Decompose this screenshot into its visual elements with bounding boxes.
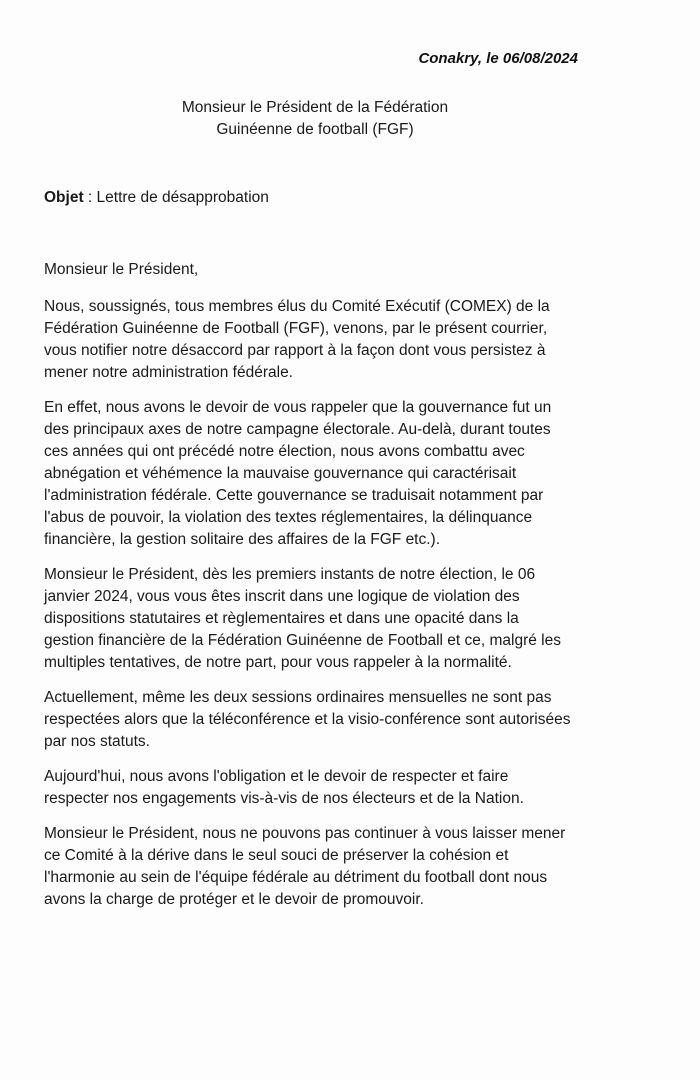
recipient-line: Monsieur le Président de la Fédération xyxy=(181,99,449,116)
paragraph-line: des principaux axes de notre campagne électorale. Au-delà, durant toutes xyxy=(44,421,551,438)
date-line: Conakry, le 06/08/2024 xyxy=(418,50,578,67)
body-paragraph xyxy=(44,564,644,674)
paragraph-line: respectées alors que la téléconférence et la visio-conférence sont autorisées xyxy=(44,711,571,728)
recipient-block xyxy=(0,97,630,141)
subject-text: Lettre de désapprobation xyxy=(96,189,269,206)
paragraph-line: avons la charge de protéger et le devoir de promouvoir. xyxy=(44,891,424,908)
paragraph-line: multiples tentatives, de notre part, pour vous rappeler à la normalité. xyxy=(44,654,512,671)
letter-body xyxy=(44,296,644,924)
body-paragraph xyxy=(44,687,644,753)
paragraph-line: ces années qui ont précédé notre élection, nous avons combattu avec xyxy=(44,443,525,460)
body-paragraph xyxy=(44,296,644,384)
paragraph-line: par nos statuts. xyxy=(44,733,150,750)
paragraph-line: Monsieur le Président, dès les premiers instants de notre élection, le 06 xyxy=(44,566,536,583)
salutation: Monsieur le Président, xyxy=(44,261,199,278)
body-paragraph xyxy=(44,397,644,551)
paragraph-line: ce Comité à la dérive dans le seul souci de préserver la cohésion et xyxy=(44,847,509,864)
paragraph-line: En effet, nous avons le devoir de vous rappeler que la gouvernance fut un xyxy=(44,399,552,416)
paragraph-line: abnégation et véhémence la mauvaise gouvernance qui caractérisait xyxy=(44,465,517,482)
paragraph-line: dispositions statutaires et règlementaires et dans une opacité dans la xyxy=(44,610,519,627)
paragraph-line: gestion financière de la Fédération Guinéenne de Football et ce, malgré les xyxy=(44,632,561,649)
paragraph-line: financière, la gestion solitaire des affaires de la FGF etc.). xyxy=(44,531,441,548)
paragraph-line: janvier 2024, vous vous êtes inscrit dans une logique de violation des xyxy=(44,588,520,605)
body-paragraph xyxy=(44,766,644,810)
recipient-line: Guinéenne de football (FGF) xyxy=(216,121,414,138)
body-paragraph xyxy=(44,823,644,911)
paragraph-line: Actuellement, même les deux sessions ordinaires mensuelles ne sont pas xyxy=(44,689,552,706)
paragraph-line: l'administration fédérale. Cette gouvernance se traduisait notamment par xyxy=(44,487,544,504)
paragraph-line: l'abus de pouvoir, la violation des textes réglementaires, la délinquance xyxy=(44,509,533,526)
subject-label: Objet xyxy=(44,189,84,206)
subject-separator: : xyxy=(83,189,97,206)
subject-line xyxy=(44,189,269,207)
paragraph-line: vous notifier notre désaccord par rapport à la façon dont vous persistez à xyxy=(44,342,546,359)
paragraph-line: respecter nos engagements vis-à-vis de nos électeurs et de la Nation. xyxy=(44,790,524,807)
paragraph-line: Aujourd'hui, nous avons l'obligation et le devoir de respecter et faire xyxy=(44,768,509,785)
paragraph-line: l'harmonie au sein de l'équipe fédérale au détriment du football dont nous xyxy=(44,869,548,886)
paragraph-line: Monsieur le Président, nous ne pouvons pas continuer à vous laisser mener xyxy=(44,825,566,842)
paragraph-line: Nous, soussignés, tous membres élus du Comité Exécutif (COMEX) de la xyxy=(44,298,550,315)
paragraph-line: Fédération Guinéenne de Football (FGF), venons, par le présent courrier, xyxy=(44,320,548,337)
paragraph-line: mener notre administration fédérale. xyxy=(44,364,293,381)
